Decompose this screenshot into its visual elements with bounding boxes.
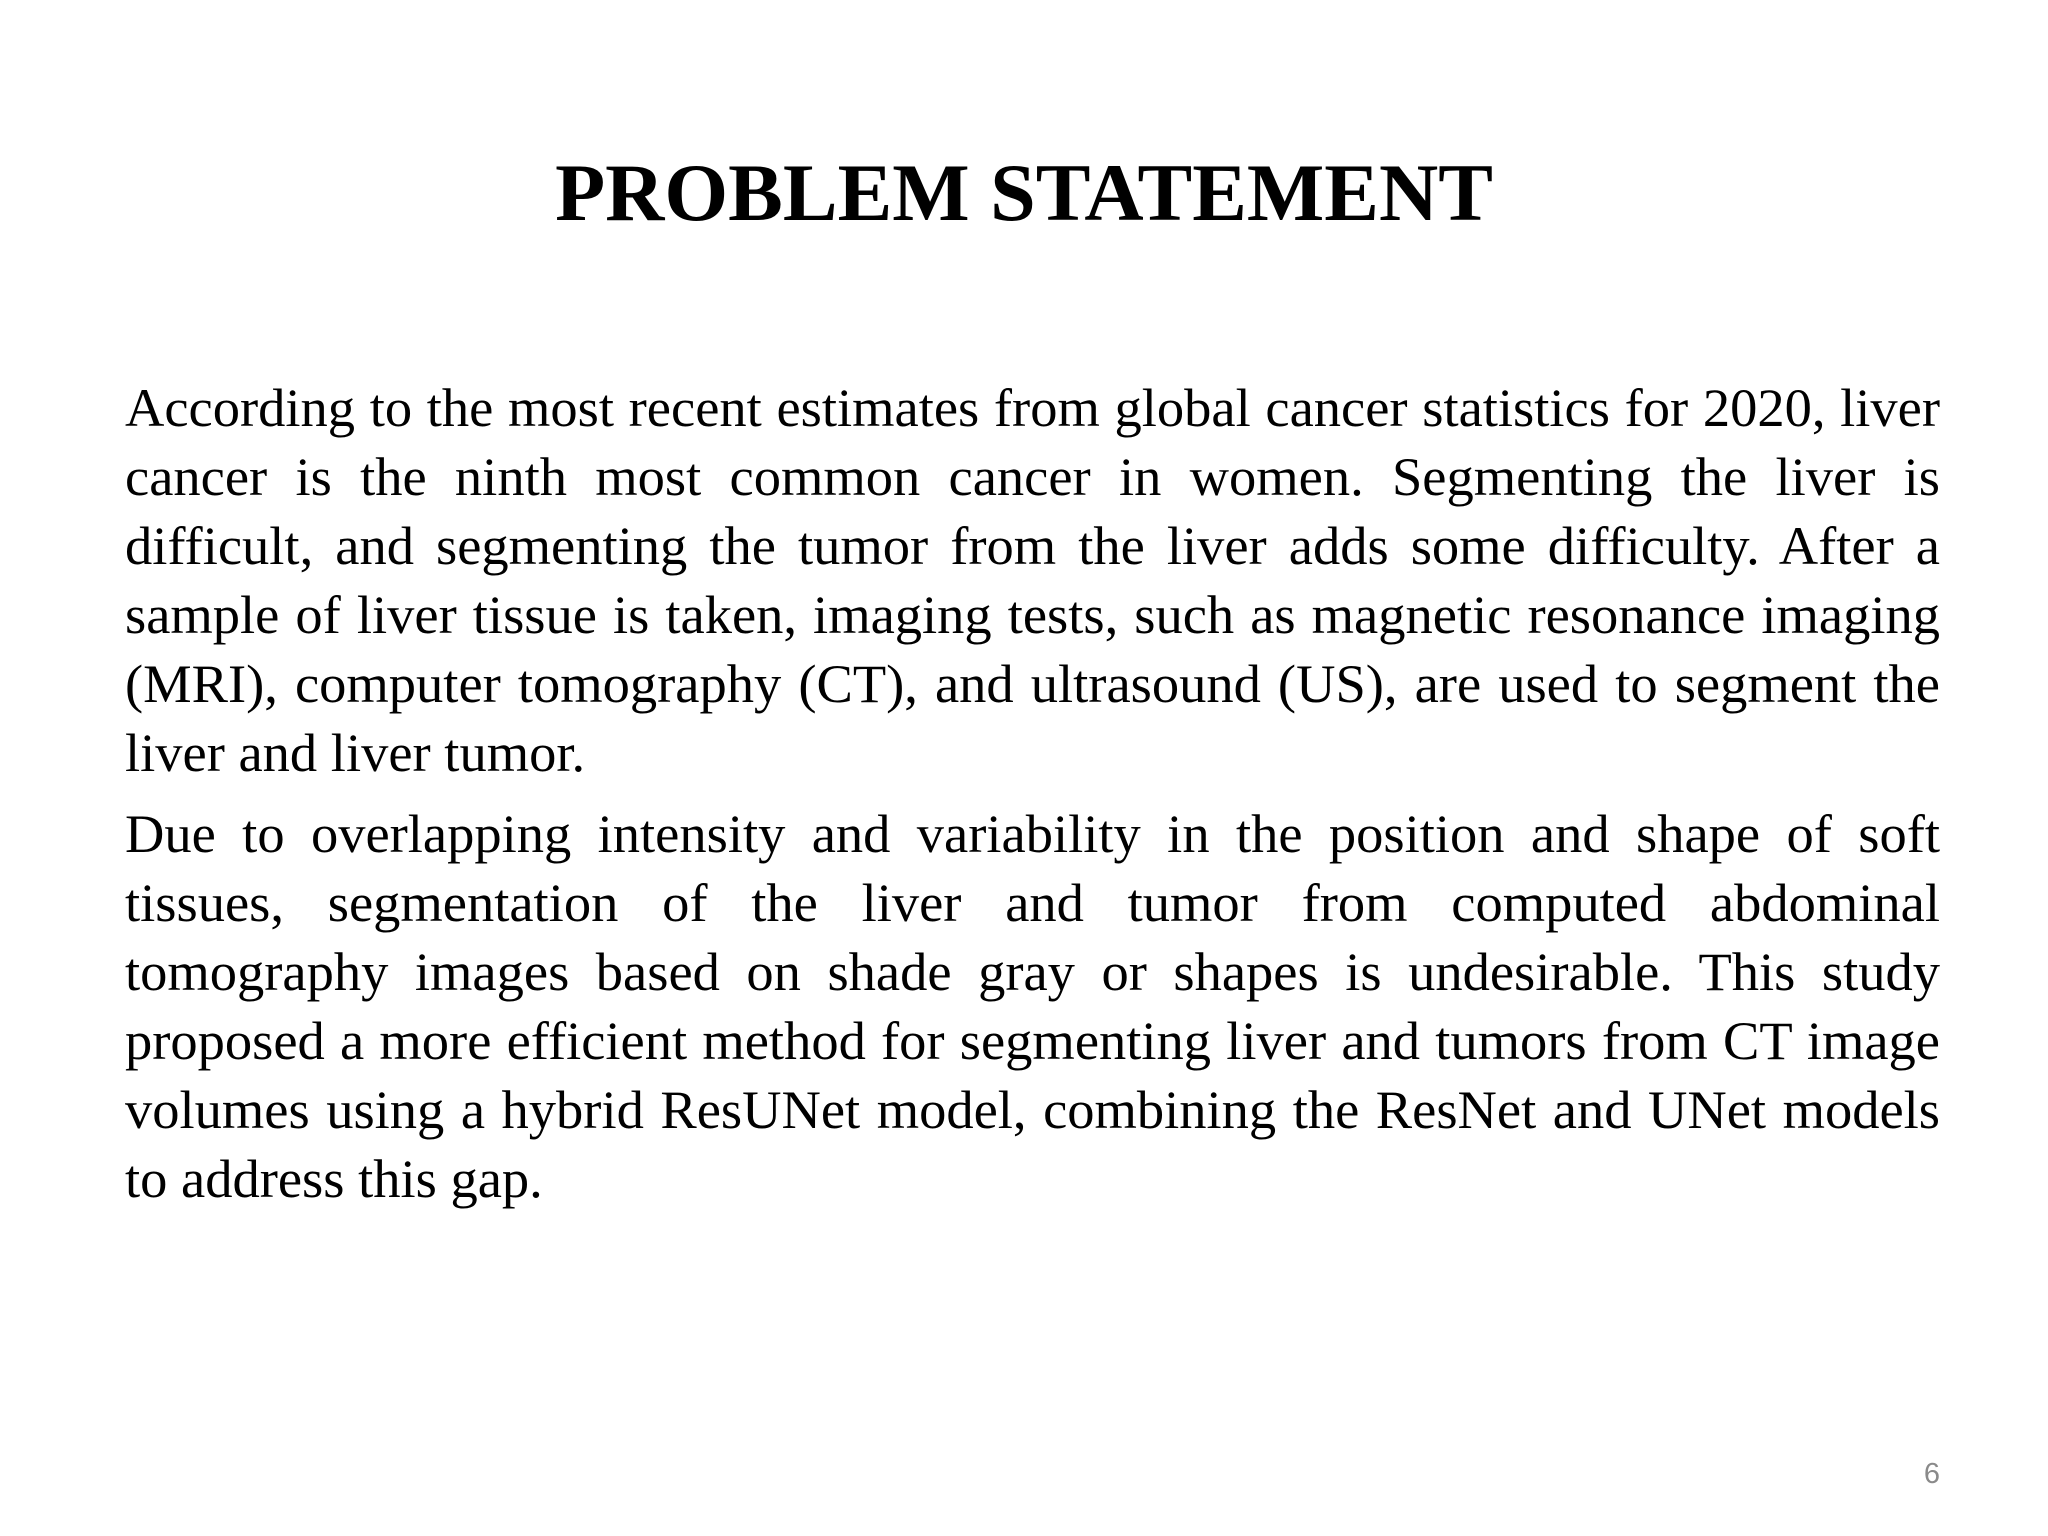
page-number: 6 — [1923, 1458, 1940, 1490]
slide-title: PROBLEM STATEMENT — [555, 147, 1493, 238]
slide-body — [125, 373, 1940, 1225]
paragraph-proposed-method: Due to overlapping intensity and variability in the position and shape of soft tissues, segmentation of the liver and tumor from computed abdominal tomography images based on shade gray or shapes is undesirable. This study proposed a more efficient method for segmenting liver and tumors from CT image volumes using a hybrid ResUNet model, combining the ResNet and UNet models to address this gap. — [125, 803, 1940, 1209]
paragraph-liver-cancer-statistics: According to the most recent estimates from global cancer statistics for 2020, liver cancer is the ninth most common cancer in women. Segmenting the liver is difficult, and segmenting the tumor from the liver adds some difficulty. After a sample of liver tissue is taken, imaging tests, such as magnetic resonance imaging (MRI), computer tomography (CT), and ultrasound (US), are used to segment the liver and liver tumor. — [125, 377, 1940, 783]
